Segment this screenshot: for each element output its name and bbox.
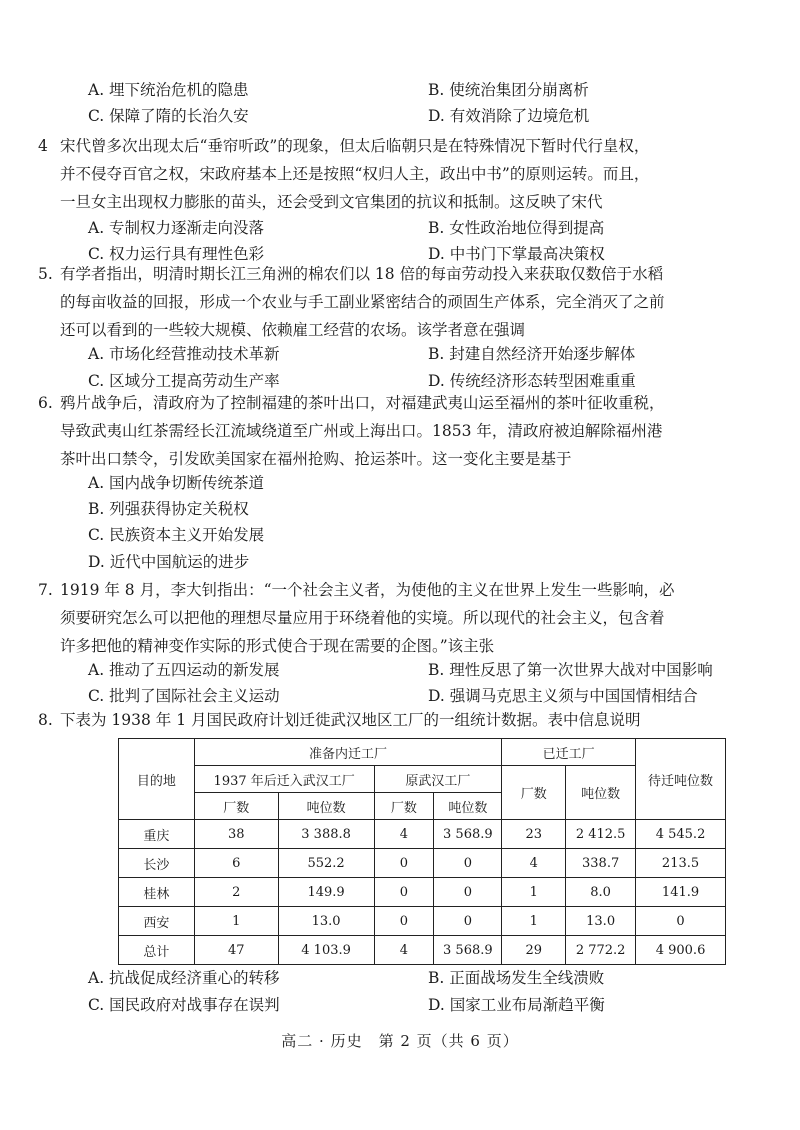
question-4-number: 4	[38, 137, 48, 155]
header-moved-factories: 已迁工厂	[502, 739, 636, 766]
table-cell: 149.9	[278, 878, 374, 907]
table-cell: 1	[502, 907, 566, 936]
q5-option-d: D. 传统经济形态转型困难重重	[428, 372, 636, 390]
q8-option-c: C. 国民政府对战事存在误判	[88, 996, 280, 1014]
table-cell: 长沙	[119, 849, 195, 878]
q8-option-d: D. 国家工业布局渐趋平衡	[428, 996, 605, 1014]
q4-option-c: C. 权力运行具有理性色彩	[88, 245, 265, 263]
header-tonnage: 吨位数	[566, 766, 636, 820]
question-8	[38, 706, 750, 734]
table-cell: 总计	[119, 936, 195, 965]
table-cell: 4	[374, 820, 434, 849]
q7-option-b: B. 理性反思了第一次世界大战对中国影响	[428, 661, 713, 679]
table-cell: 2 412.5	[566, 820, 636, 849]
question-5-line: 有学者指出，明清时期长江三角洲的棉农们以 18 倍的每亩劳动投入来获取仅数倍于水稻	[60, 265, 664, 283]
table-cell: 141.9	[636, 878, 726, 907]
table-cell: 0	[374, 849, 434, 878]
question-4-line: 并不侵夺百官之权，宋政府基本上还是按照“权归人主，政出中书”的原则运转。而且，	[60, 165, 650, 183]
table-cell: 0	[434, 907, 502, 936]
table-cell: 西安	[119, 907, 195, 936]
table-cell: 3 388.8	[278, 820, 374, 849]
question-4-line: 一旦女主出现权力膨胀的苗头，还会受到文官集团的抗议和抵制。这反映了宋代	[60, 193, 603, 211]
question-7	[38, 576, 750, 660]
table-cell: 38	[194, 820, 278, 849]
q6-option-d: D. 近代中国航运的进步	[88, 553, 250, 571]
table-row	[119, 820, 726, 849]
table-cell: 47	[194, 936, 278, 965]
table-cell: 0	[434, 878, 502, 907]
table-cell: 4	[502, 849, 566, 878]
q7-option-c: C. 批判了国际社会主义运动	[88, 687, 280, 705]
q5-option-a: A. 市场化经营推动技术革新	[88, 345, 280, 363]
table-cell: 1	[502, 878, 566, 907]
q6-option-a: A. 国内战争切断传统茶道	[88, 474, 265, 492]
header-count: 厂数	[374, 793, 434, 820]
q8-options-row-2	[0, 993, 800, 1017]
table-cell: 0	[434, 849, 502, 878]
q3-options-row-1	[0, 78, 800, 102]
table-cell: 1	[194, 907, 278, 936]
q6-option-c-row	[0, 523, 800, 547]
question-6-line: 鸦片战争后，清政府为了控制福建的茶叶出口，对福建武夷山运至福州的茶叶征收重税，	[60, 394, 665, 412]
question-5-number: 5.	[38, 265, 53, 283]
header-tonnage: 吨位数	[434, 793, 502, 820]
q5-option-b: B. 封建自然经济开始逐步解体	[428, 345, 636, 363]
q8-options-row-1	[0, 966, 800, 990]
question-5-line: 还可以看到的一些较大规模、依赖雇工经营的农场。该学者意在强调	[60, 321, 526, 339]
q7-option-d: D. 强调马克思主义须与中国国情相结合	[428, 687, 698, 705]
table-cell: 3 568.9	[434, 936, 502, 965]
header-count: 厂数	[502, 766, 566, 820]
table-cell: 4 545.2	[636, 820, 726, 849]
question-5	[38, 260, 750, 344]
q7-options-row-2	[0, 684, 800, 708]
factory-relocation-table	[118, 738, 726, 965]
header-tonnage: 吨位数	[278, 793, 374, 820]
q8-option-b: B. 正面战场发生全线溃败	[428, 969, 605, 987]
table-cell: 桂林	[119, 878, 195, 907]
question-7-line: 许多把他的精神变作实际的形式使合于现在需要的企图。”该主张	[60, 637, 495, 655]
question-6-line: 导致武夷山红茶需经长江流域绕道至广州或上海出口。1853 年，清政府被迫解除福州港	[60, 422, 663, 440]
page-footer: 高二 · 历史 第 2 页（共 6 页）	[281, 1032, 519, 1050]
question-5-line: 的每亩收益的回报，形成一个农业与手工副业紧密结合的顽固生产体系，完全消灭了之前	[60, 293, 665, 311]
table-cell: 2 772.2	[566, 936, 636, 965]
table-cell: 0	[636, 907, 726, 936]
table-cell: 13.0	[566, 907, 636, 936]
table-row	[119, 849, 726, 878]
header-pending-tonnage: 待迁吨位数	[636, 739, 726, 820]
q6-option-b-row	[0, 497, 800, 521]
table-cell: 0	[374, 907, 434, 936]
table-cell: 4	[374, 936, 434, 965]
question-4-line: 宋代曾多次出现太后“垂帘听政”的现象，但太后临朝只是在特殊情况下暂时代行皇权，	[60, 137, 650, 155]
table-cell: 23	[502, 820, 566, 849]
q6-option-a-row	[0, 471, 800, 495]
table-row	[119, 936, 726, 965]
table-cell: 3 568.9	[434, 820, 502, 849]
table-cell: 13.0	[278, 907, 374, 936]
question-6	[38, 389, 750, 473]
q3-options-row-2	[0, 104, 800, 128]
q3-option-a: A. 埋下统治危机的隐患	[88, 81, 249, 99]
question-4	[38, 132, 750, 216]
q5-option-c: C. 区域分工提高劳动生产率	[88, 372, 280, 390]
table-cell: 6	[194, 849, 278, 878]
table-cell: 4 103.9	[278, 936, 374, 965]
table-cell: 338.7	[566, 849, 636, 878]
header-planned-factories: 准备内迁工厂	[194, 739, 501, 766]
q5-options-row-1	[0, 342, 800, 366]
question-6-number: 6.	[38, 394, 53, 412]
q4-option-a: A. 专制权力逐渐走向没落	[88, 219, 265, 237]
table-cell: 8.0	[566, 878, 636, 907]
q4-option-d: D. 中书门下掌最高决策权	[428, 245, 605, 263]
q3-option-b: B. 使统治集团分崩离析	[428, 81, 589, 99]
table-cell: 0	[374, 878, 434, 907]
q3-option-c: C. 保障了隋的长治久安	[88, 107, 249, 125]
table-row	[119, 907, 726, 936]
question-7-line: 须要研究怎么可以把他的理想尽量应用于环绕着他的实境。所以现代的社会主义，包含着	[60, 609, 665, 627]
table-header-row	[119, 766, 726, 793]
table-cell: 213.5	[636, 849, 726, 878]
question-8-number: 8.	[38, 711, 53, 729]
q7-options-row-1	[0, 658, 800, 682]
q4-options-row-1	[0, 216, 800, 240]
q8-option-a: A. 抗战促成经济重心的转移	[88, 969, 280, 987]
q4-option-b: B. 女性政治地位得到提高	[428, 219, 605, 237]
q6-option-c: C. 民族资本主义开始发展	[88, 526, 265, 544]
table-cell: 4 900.6	[636, 936, 726, 965]
question-6-line: 茶叶出口禁令，引发欧美国家在福州抢购、抢运茶叶。这一变化主要是基于	[60, 450, 572, 468]
q6-option-d-row	[0, 550, 800, 574]
header-count: 厂数	[194, 793, 278, 820]
header-after-1937: 1937 年后迁入武汉工厂	[194, 766, 374, 793]
table-row	[119, 878, 726, 907]
question-8-line: 下表为 1938 年 1 月国民政府计划迁徙武汉地区工厂的一组统计数据。表中信息说明	[60, 711, 641, 729]
header-original-wuhan: 原武汉工厂	[374, 766, 502, 793]
table-cell: 2	[194, 878, 278, 907]
q6-option-b: B. 列强获得协定关税权	[88, 500, 249, 518]
header-destination: 目的地	[119, 739, 195, 820]
table-cell: 29	[502, 936, 566, 965]
q3-option-d: D. 有效消除了边境危机	[428, 107, 590, 125]
question-7-line: 1919 年 8 月，李大钊指出：“一个社会主义者，为使他的主义在世界上发生一些影响，必	[60, 581, 675, 599]
table-cell: 552.2	[278, 849, 374, 878]
question-7-number: 7.	[38, 581, 53, 599]
table-cell: 重庆	[119, 820, 195, 849]
q7-option-a: A. 推动了五四运动的新发展	[88, 661, 280, 679]
table-header-row	[119, 739, 726, 766]
